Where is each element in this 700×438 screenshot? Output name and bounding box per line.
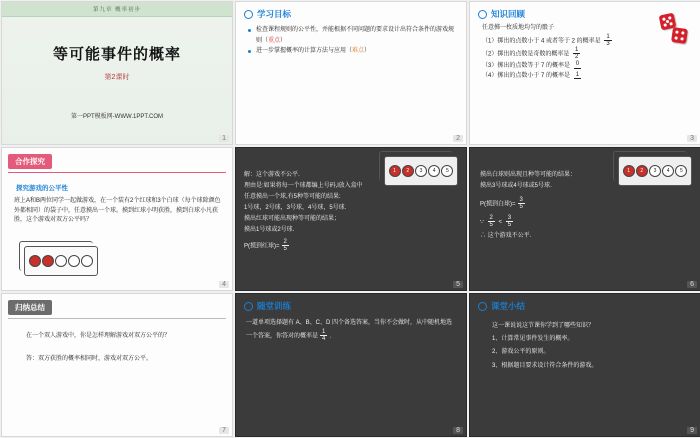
summary-item: 3、根据题目要求设计符合条件的游戏。 (492, 362, 598, 369)
objective-tag: 重点 (268, 37, 281, 44)
fraction (488, 215, 495, 229)
slide-number: 8 (453, 427, 463, 434)
heading-text: 知识回顾 (491, 9, 526, 19)
slide-4-explore[interactable] (1, 147, 233, 291)
denominator: 3 (606, 40, 610, 47)
probability-formula (480, 197, 692, 211)
slide-number: 3 (687, 135, 697, 142)
section-tab: 归纳总结 (8, 300, 52, 315)
heading-text: 随堂训练 (257, 301, 292, 311)
ball-red (29, 255, 41, 267)
dice-illustration (638, 14, 694, 48)
question-text: （4）掷出的点数小于 7 的概率是 (482, 73, 571, 80)
ball-box-illustration (384, 156, 458, 186)
ball-white-3: 3 (415, 165, 427, 177)
slide-number: 2 (453, 135, 463, 142)
practice-text: 一道单项选择题有 A、B、C、D 四个备选答案，当你不会做时，从中随机地选一个答案，你答对的概率是 (246, 320, 453, 340)
fraction (506, 215, 513, 229)
slide-8-practice[interactable] (235, 293, 467, 437)
objective-tag: 难点 (352, 48, 365, 54)
question-text: （2）掷出的点数是奇数的概率是 (482, 51, 570, 58)
heading-text: 课堂小结 (491, 301, 526, 311)
slide-number: 4 (219, 281, 229, 288)
question-text: （1）掷出的点数小于 4 或者等于 2 的概率是 (482, 37, 601, 44)
summary-answer-row (14, 354, 222, 365)
numerator: 3 (507, 214, 512, 221)
explore-subheading: 探究游戏的公平性 (16, 185, 68, 192)
question-row (482, 61, 690, 72)
ball-red-1: 1 (389, 165, 401, 177)
practice-tail: ． (329, 333, 336, 340)
fraction (573, 47, 580, 61)
question-row (482, 71, 690, 82)
page-title: 等可能事件的概率 (52, 46, 181, 63)
answer-text: 双方获胜的概率相同时，游戏对双方公平。 (38, 356, 153, 363)
objective-tail: ） (280, 37, 287, 44)
ball-box-illustration (24, 246, 98, 276)
solution-line: 摸出1号球或2号球． (244, 227, 299, 234)
slide-number: 5 (453, 281, 463, 288)
question-text: （3）掷出的点数等于 7 的概率是 (482, 62, 571, 69)
ball-red (42, 255, 54, 267)
fraction (574, 61, 581, 68)
slide-number: 1 (219, 135, 229, 142)
review-lead: 任意掷一枚质地均匀的骰子 (482, 25, 555, 31)
ball-box (384, 156, 458, 186)
summary-item: 2、游戏公平的原则。 (492, 349, 550, 356)
ball-white-3: 3 (649, 165, 661, 177)
summary-question: 在一个双人游戏中，你是怎样理解游戏对双方公平的？ (26, 333, 171, 339)
slide-5-solution[interactable] (235, 147, 467, 291)
answer-label: 答： (26, 356, 39, 363)
slide-1-title[interactable] (1, 1, 233, 145)
ball-red-1: 1 (623, 165, 635, 177)
solution-line: 1号球，2号球，3号球，4号球，5号球． (244, 205, 351, 212)
ball-box-illustration (618, 156, 692, 186)
objective-tail: ） (364, 48, 371, 54)
slide-9-lesson-summary[interactable] (469, 293, 700, 437)
comparison-row (480, 215, 692, 229)
explore-subheading-row (2, 173, 232, 195)
slide-number: 6 (687, 281, 697, 288)
probability-formula (244, 239, 458, 253)
slide-2-objectives[interactable] (235, 1, 467, 145)
question-row (482, 47, 690, 61)
solution-line: 摸出红球可能出现种等可能的结果； (244, 216, 341, 223)
slide-7-summary[interactable] (1, 293, 233, 437)
solution-line: 摸出白球则出现且种等可能的结果： (480, 172, 577, 178)
heading-text: 学习目标 (257, 9, 292, 19)
solution-line: 理由是:如果将每一个球都编上号码,l放入盒中 (244, 183, 363, 190)
solution-line: 摸出3号球或4号球或5号球． (480, 183, 557, 190)
objectives-list (236, 20, 466, 57)
slide-6-solution2[interactable] (469, 147, 700, 291)
numerator: 1 (322, 328, 326, 335)
denominator: 5 (507, 221, 512, 228)
fraction (574, 72, 581, 79)
objective-text: 检查课程规则的公平性，并能根据不同问题的要求设计出符合条件的游戏规则（ (256, 27, 455, 44)
practice-heading (236, 294, 466, 312)
numerator: 2 (283, 238, 287, 245)
numerator: 3 (519, 196, 523, 203)
ball-white-4: 4 (428, 165, 440, 177)
numerator: 1 (575, 47, 579, 54)
ball-red-2: 2 (402, 165, 414, 177)
ball-box (618, 156, 692, 186)
slide-number: 9 (687, 427, 697, 434)
denominator: 5 (489, 221, 493, 228)
list-item (248, 25, 456, 46)
ball-box (24, 246, 98, 276)
pencil-icon (244, 302, 253, 311)
because-symbol: ∵ (480, 218, 484, 225)
ball-white (81, 255, 93, 267)
fraction (604, 34, 611, 48)
numerator: 1 (606, 33, 610, 40)
ball-white (55, 255, 67, 267)
page-subtitle: 第2课时 (104, 74, 130, 81)
objectives-heading (236, 2, 466, 20)
objective-text: 进一步掌握概率的计算方法与应用（ (256, 48, 353, 54)
die-icon (671, 27, 688, 44)
formula-label: P(摸到白球)= (480, 201, 516, 208)
conclusion-line: ∴ 这个游戏不公平. (480, 233, 532, 240)
denominator: 2 (575, 54, 579, 61)
summary-item: 1、计算常见事件发生的概率。 (492, 336, 574, 343)
ball-white-5: 5 (675, 165, 687, 177)
solution-line: 解：这个游戏不公平． (244, 172, 305, 178)
denominator: 4 (322, 336, 326, 343)
chapter-bar: 第九章 概率初步 (2, 2, 232, 17)
summary-body (2, 319, 232, 366)
ball-white-4: 4 (662, 165, 674, 177)
fraction (282, 239, 289, 253)
ball-white-5: 5 (441, 165, 453, 177)
clipboard-icon (478, 302, 487, 311)
list-item (248, 46, 456, 57)
ball-red-2: 2 (636, 165, 648, 177)
lesson-summary-heading (470, 294, 700, 312)
denominator: 5 (519, 204, 523, 211)
formula-label: P(摸到红球)= (244, 242, 280, 249)
target-icon (244, 10, 253, 19)
numerator: 1 (575, 71, 580, 78)
book-icon (478, 10, 487, 19)
numerator: 0 (575, 61, 580, 68)
slide-number: 7 (219, 427, 229, 434)
numerator: 2 (489, 214, 493, 221)
denominator: 5 (283, 245, 287, 252)
ball-white (68, 255, 80, 267)
explore-body: 班上A和B两位同学一起做游戏，在一个装有2个红球和3个白球（每个球除颜色外都相同）的袋子中，任意摸出一个球。摸到红球小明获胜，摸到白球小凡获胜，这个游戏对双方公平吗？ (14, 198, 221, 224)
solution-line: 任意摸出一个球,有5种等可能的结果: (244, 194, 341, 201)
section-tab: 合作探究 (8, 154, 52, 169)
fraction (320, 329, 327, 343)
slide-3-review[interactable] (469, 1, 700, 145)
practice-body (246, 318, 456, 342)
footer-credit: 第一PPT模板网-WWW.1PPT.COM (71, 114, 163, 120)
lesson-summary-body (470, 312, 700, 373)
fraction (518, 197, 525, 211)
summary-lead: 这一课说说这节课你学到了哪些知识？ (492, 323, 595, 329)
comparison-sign: < (498, 218, 503, 225)
